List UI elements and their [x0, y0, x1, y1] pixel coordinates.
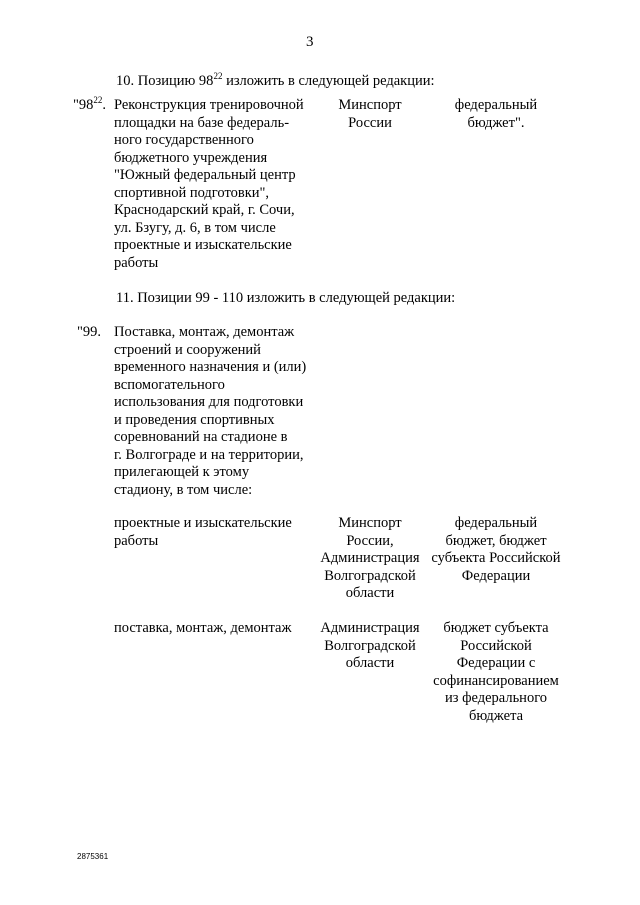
item-11-instruction: 11. Позиции 99 - 110 изложить в следующей редакции: — [116, 290, 456, 306]
item-10-instruction-tail: изложить в следующей редакции: — [222, 73, 435, 89]
row-98-number-suffix: . — [102, 97, 107, 113]
row-98-number-sup: 22 — [93, 95, 103, 105]
row-99-sub-2-responsible: Администрация Волгоградской области — [320, 620, 420, 671]
row-99-sub-2-funding: бюджет субъекта Российской Федерации с софинансированием из федерального бюджета — [433, 620, 559, 724]
row-98-funding: федеральный бюджет". — [454, 97, 538, 131]
row-98-description: Реконструкция тренировочной площадки на базе федераль- ного государственного бюджетного учреждения "Южный федеральный центр спортивной подготовки", Краснодарский край, г. Сочи, ул. Бзугу, д. 6, в том числе проектные и изыскательские работы — [114, 97, 304, 271]
row-99-sub-1-funding: федеральный бюджет, бюджет субъекта Российской Федерации — [431, 515, 561, 584]
item-10-instruction-sup: 22 — [213, 71, 223, 81]
item-10-instruction-text: 10. Позицию 98 — [116, 73, 214, 89]
row-99-sub-1-responsible: Минспорт России, Администрация Волгоградской области — [320, 515, 420, 601]
page-number: 3 — [306, 34, 314, 50]
row-99-sub-1-description: проектные и изыскательские работы — [114, 515, 292, 549]
row-98-responsible: Минспорт России — [338, 97, 402, 131]
row-98-number-text: "98 — [73, 97, 94, 113]
footer-document-code: 2875361 — [77, 852, 109, 861]
row-99-number: "99. — [77, 324, 102, 340]
row-99-description: Поставка, монтаж, демонтаж строений и сооружений временного назначения и (или) вспомогательного использования для подготовки и проведения спортивных соревнований на стадионе в г. Волгограде и на территории, прилегающей к этому стадиону, в том числе: — [114, 324, 307, 498]
item-10-instruction — [116, 73, 435, 90]
row-98-number — [73, 97, 106, 114]
row-99-sub-2-description: поставка, монтаж, демонтаж — [114, 620, 292, 636]
